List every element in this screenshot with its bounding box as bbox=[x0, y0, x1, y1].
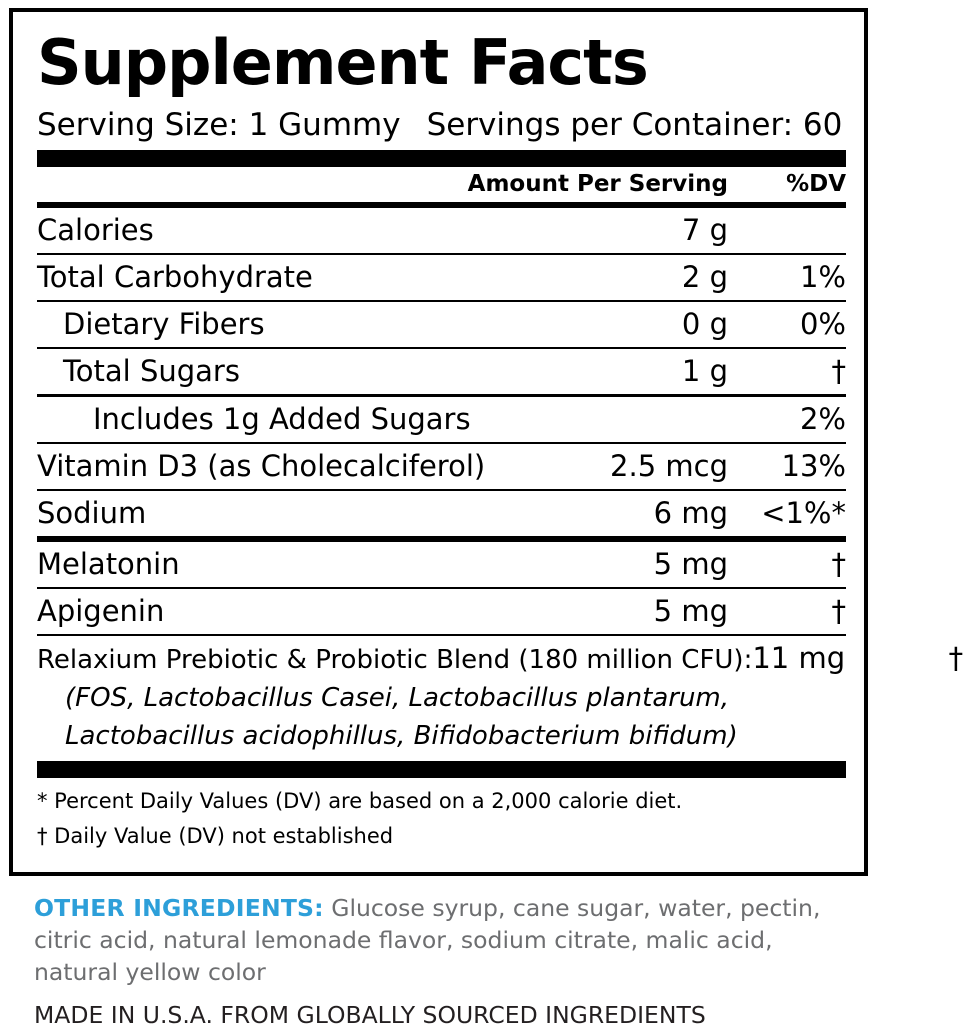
nutrient-dv: 0% bbox=[799, 307, 846, 341]
nutrient-amount: 1 g bbox=[681, 354, 728, 388]
nutrient-amount: 6 mg bbox=[653, 496, 728, 530]
table-row-blend bbox=[37, 636, 963, 679]
blend-amount: 11 mg bbox=[752, 641, 846, 675]
nutrient-name: Apigenin bbox=[37, 594, 165, 628]
table-row bbox=[37, 302, 846, 347]
table-row bbox=[37, 208, 846, 253]
other-ingredients-text: Glucose syrup, cane sugar, water, pectin, citric acid, natural lemonade flavor, sodium citrate, malic acid, natural yellow color bbox=[34, 894, 821, 986]
divider-thick-top bbox=[37, 150, 846, 167]
table-row bbox=[37, 255, 846, 300]
blend-name: Relaxium Prebiotic & Probiotic Blend (180 million CFU): bbox=[37, 645, 753, 675]
nutrient-amount: 2 g bbox=[681, 260, 728, 294]
page-title: Supplement Facts bbox=[37, 26, 648, 99]
nutrient-dv: † bbox=[831, 547, 846, 581]
table-row bbox=[37, 491, 846, 536]
serving-size-text: Serving Size: 1 Gummy bbox=[37, 107, 401, 143]
table-row bbox=[37, 444, 846, 489]
label-footer bbox=[34, 892, 856, 1029]
nutrient-dv: † bbox=[831, 354, 846, 388]
table-row bbox=[37, 589, 846, 634]
divider-thick-bottom bbox=[37, 761, 846, 778]
nutrient-dv: 2% bbox=[799, 402, 846, 436]
table-row bbox=[37, 349, 846, 394]
footnote-dagger: † Daily Value (DV) not established bbox=[37, 824, 394, 848]
blend-detail-line-2: Lactobacillus acidophillus, Bifidobacterium bifidum) bbox=[65, 721, 738, 751]
supplement-facts-panel bbox=[9, 8, 963, 876]
nutrient-name: Total Sugars bbox=[63, 354, 240, 388]
table-row bbox=[37, 542, 846, 587]
other-ingredients-label: OTHER INGREDIENTS: bbox=[34, 894, 324, 922]
table-column-headers bbox=[37, 167, 846, 202]
made-in-statement: MADE IN U.S.A. FROM GLOBALLY SOURCED INGREDIENTS bbox=[34, 1001, 706, 1029]
nutrient-name: Dietary Fibers bbox=[63, 307, 265, 341]
dv-header: %DV bbox=[786, 171, 846, 197]
blend-detail-line-1: (FOS, Lactobacillus Casei, Lactobacillus plantarum, bbox=[65, 683, 730, 713]
table-row bbox=[37, 397, 846, 442]
nutrient-amount: 5 mg bbox=[653, 594, 728, 628]
nutrient-name: Calories bbox=[37, 213, 154, 247]
nutrient-dv: 1% bbox=[799, 260, 846, 294]
nutrient-amount: 2.5 mcg bbox=[610, 449, 728, 483]
serving-info bbox=[37, 106, 846, 144]
servings-per-container-text: Servings per Container: 60 bbox=[426, 107, 843, 143]
nutrient-amount: 7 g bbox=[681, 213, 728, 247]
nutrient-dv: † bbox=[831, 594, 846, 628]
nutrient-amount: 0 g bbox=[681, 307, 728, 341]
nutrient-name: Vitamin D3 (as Cholecalciferol) bbox=[37, 449, 486, 483]
nutrient-dv: <1%* bbox=[761, 496, 846, 530]
amount-per-serving-header: Amount Per Serving bbox=[467, 171, 728, 197]
nutrient-amount: 5 mg bbox=[653, 547, 728, 581]
nutrient-dv: 13% bbox=[781, 449, 846, 483]
footnote-percent-dv: * Percent Daily Values (DV) are based on a 2,000 calorie diet. bbox=[37, 789, 683, 813]
footnotes bbox=[37, 778, 846, 849]
nutrient-name: Melatonin bbox=[37, 547, 180, 581]
nutrient-name: Total Carbohydrate bbox=[37, 260, 313, 294]
nutrient-name: Sodium bbox=[37, 496, 147, 530]
other-ingredients bbox=[34, 892, 856, 988]
nutrient-name: Includes 1g Added Sugars bbox=[93, 402, 471, 436]
blend-dv: † bbox=[948, 641, 963, 675]
